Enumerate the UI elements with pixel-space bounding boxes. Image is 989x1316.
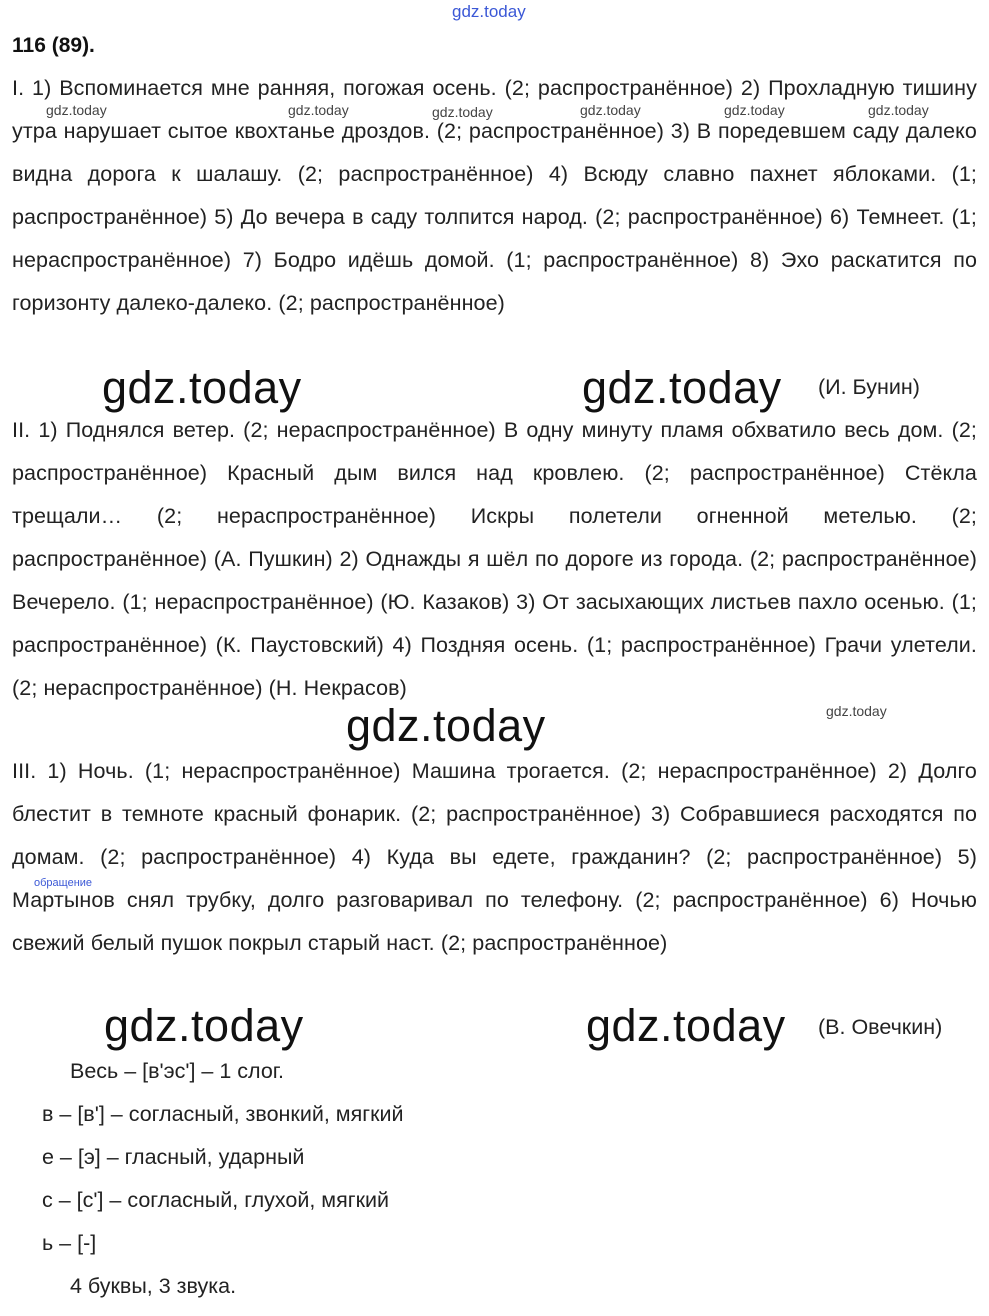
- watermark-big: gdz.today: [582, 362, 782, 413]
- watermark-big: gdz.today: [586, 1000, 786, 1051]
- watermark-small: gdz.today: [432, 104, 493, 120]
- section-2-text: II. 1) Поднялся ветер. (2; нераспространённое) В одну минуту пламя обхватило весь дом. (2; распространённое) Красный дым вился над кровлею. (2; распространённое) Стёкла трещали… (2; нераспространённое) Искры полетели огненной метелью. (2; распространённое) (А. Пушкин) 2) Однажды я шёл по дороге из города. (2; распространённое) Вечерело. (1; нераспространённое) (Ю. Казаков) 3) От засыхающих листьев пахло осенью. (1; распространённое) (К. Паустовский) 4) Поздняя осень. (1; распространённое) Грачи улетели. (2; нераспространённое) (Н. Некрасов): [12, 418, 977, 700]
- section-3: [12, 750, 977, 965]
- phonetic-line: в – [в'] – согласный, звонкий, мягкий: [42, 1102, 404, 1126]
- phonetic-line: 4 буквы, 3 звука.: [70, 1274, 237, 1298]
- phonetic-line: ь – [-]: [42, 1231, 97, 1255]
- author-ovechkin: (В. Овечкин): [818, 1015, 943, 1039]
- watermark-big: gdz.today: [102, 362, 302, 413]
- watermark-top: gdz.today: [452, 2, 526, 21]
- watermark-small: gdz.today: [580, 102, 641, 118]
- watermark-big: gdz.today: [346, 700, 546, 751]
- author-bunin: (И. Бунин): [818, 375, 920, 399]
- watermark-small: gdz.today: [724, 102, 785, 118]
- watermark-small: gdz.today: [826, 703, 887, 719]
- watermark-small: gdz.today: [46, 102, 107, 118]
- section-3-text: III. 1) Ночь. (1; нераспространённое) Машина трогается. (2; нераспространённое) 2) Долго блестит в темноте красный фонарик. (2; распространённое) 3) Собравшиеся расходятся по домам. (2; распространённое) 4) Куда вы едете, гражданин? (2; распространённое) 5) Мартынов снял трубку, долго разговаривал по телефону. (2; распространённое) 6) Ночью свежий белый пушок покрыл старый наст. (2; распространённое): [12, 759, 977, 955]
- phonetic-line: е – [э] – гласный, ударный: [42, 1145, 305, 1169]
- exercise-number: 116 (89).: [12, 34, 95, 57]
- section-2: [12, 409, 977, 710]
- section-1: [12, 67, 977, 325]
- phonetic-line: Весь – [в'эс'] – 1 слог.: [70, 1059, 284, 1083]
- watermark-small: gdz.today: [288, 102, 349, 118]
- watermark-small: gdz.today: [868, 102, 929, 118]
- section-1-text: I. 1) Вспоминается мне ранняя, погожая осень. (2; распространённое) 2) Прохладную тишину утра нарушает сытое квохтанье дроздов. (2; распространённое) 3) В поредевшем саду далеко видна дорога к шалашу. (2; распространённое) 4) Всюду славно пахнет яблоками. (1; распространённое) 5) До вечера в саду толпится народ. (2; распространённое) 6) Темнеет. (1; нераспространённое) 7) Бодро идёшь домой. (1; распространённое) 8) Эхо раскатится по горизонту далеко-далеко. (2; распространённое): [12, 76, 977, 315]
- watermark-big: gdz.today: [104, 1000, 304, 1051]
- address-tag: обращение: [34, 877, 93, 889]
- phonetic-line: с – [с'] – согласный, глухой, мягкий: [42, 1188, 389, 1212]
